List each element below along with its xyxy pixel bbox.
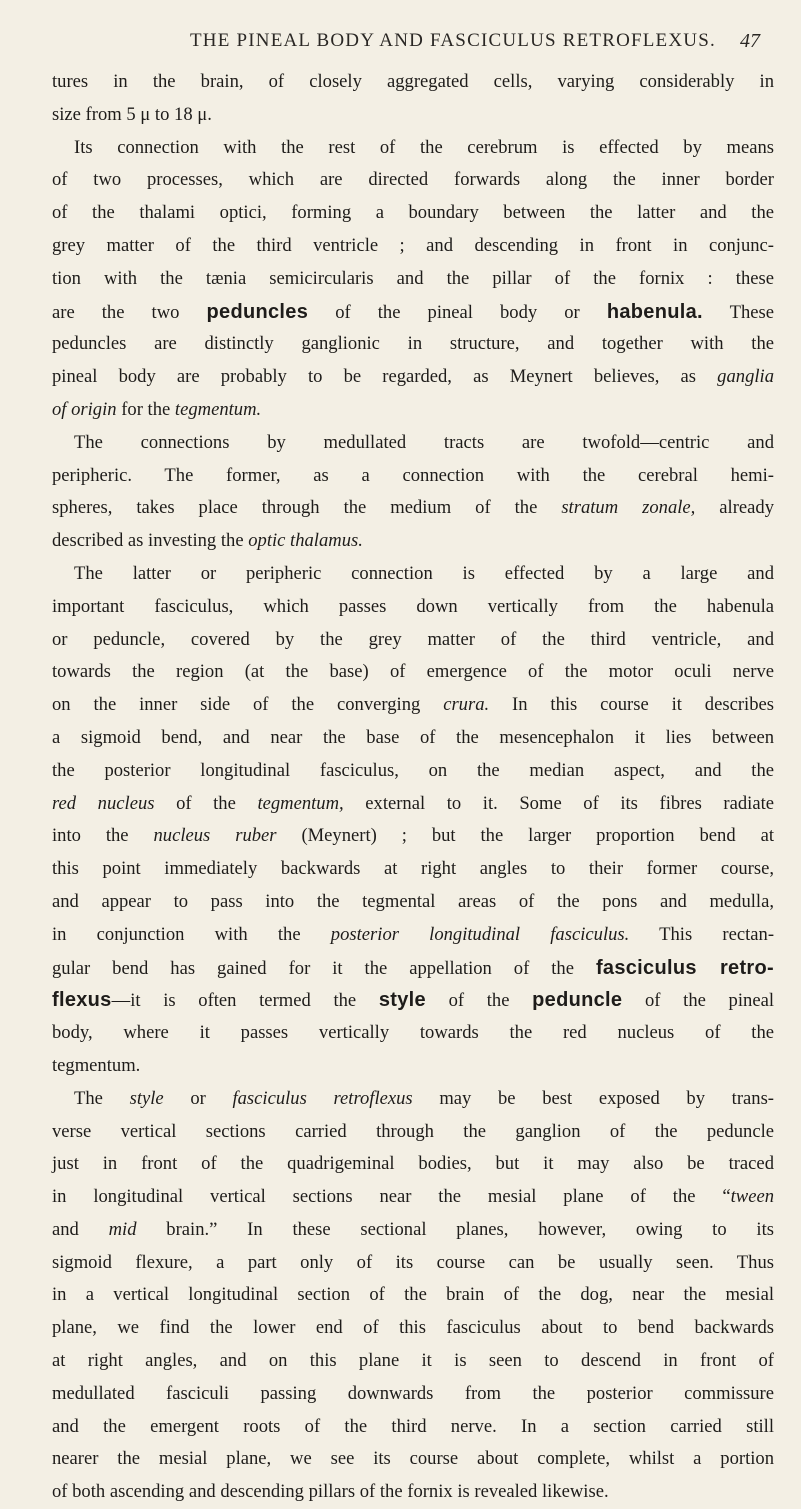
text-run: in conjunction with the bbox=[52, 923, 331, 945]
text-run: The bbox=[74, 1087, 130, 1109]
text-run: for the bbox=[116, 398, 175, 420]
italic-term: crura. bbox=[443, 694, 490, 716]
text-run: medullated fasciculi passing downwards from the posterior commissure bbox=[52, 1382, 774, 1404]
text-run: external to it. Some of its fibres radiate bbox=[343, 792, 774, 814]
italic-term: tegmentum, bbox=[257, 792, 344, 814]
text-run: plane, we find the lower end of this fasciculus about to bend backwards bbox=[52, 1317, 774, 1339]
text-line bbox=[52, 952, 774, 985]
text-line bbox=[52, 591, 774, 624]
text-line bbox=[52, 492, 774, 525]
text-run: —it is often termed the bbox=[111, 990, 379, 1012]
text-run: This rectan- bbox=[629, 923, 775, 945]
text-line bbox=[52, 722, 774, 755]
text-line bbox=[52, 820, 774, 853]
text-run: and the emergent roots of the third nerve. In a section carried still bbox=[52, 1415, 774, 1437]
text-run: of the pineal body or bbox=[308, 301, 607, 323]
text-run: on the inner side of the converging bbox=[52, 694, 444, 716]
text-run: peripheric. The former, as a connection with the cerebral hemi- bbox=[52, 464, 774, 486]
body-text bbox=[52, 66, 774, 1509]
bold-term: habenula. bbox=[606, 300, 703, 323]
text-run: of both ascending and descending pillars of the fornix is revealed likewise. bbox=[52, 1481, 609, 1503]
text-line bbox=[52, 1378, 774, 1411]
text-run: or bbox=[163, 1087, 233, 1109]
text-run: tures in the brain, of closely aggregated cells, varying considerably in bbox=[52, 71, 774, 92]
text-line bbox=[52, 394, 774, 427]
text-run: gular bend has gained for it the appellation of the bbox=[52, 957, 596, 979]
text-line bbox=[52, 99, 774, 132]
text-line bbox=[52, 984, 774, 1017]
text-run: or peduncle, covered by the grey matter of the third ventricle, and bbox=[52, 628, 774, 650]
text-line bbox=[52, 656, 774, 689]
text-run: spheres, takes place through the medium of the bbox=[52, 497, 562, 519]
text-run: tegmentum. bbox=[52, 1054, 141, 1076]
italic-term: red nucleus bbox=[52, 792, 155, 814]
text-run: of the thalami optici, forming a boundary between the latter and the bbox=[52, 202, 774, 224]
text-line bbox=[52, 1411, 774, 1444]
text-line bbox=[52, 164, 774, 197]
text-line bbox=[52, 1181, 774, 1214]
text-run: towards the region (at the base) of emergence of the motor oculi nerve bbox=[52, 661, 774, 683]
text-run: this point immediately backwards at right angles to their former course, bbox=[52, 858, 774, 880]
text-run: grey matter of the third ventricle ; and descending in front in conjunc- bbox=[52, 234, 774, 256]
italic-term: of origin bbox=[52, 398, 117, 420]
text-line bbox=[52, 525, 774, 558]
text-run: at right angles, and on this plane it is seen to descend in front of bbox=[52, 1350, 774, 1372]
text-line bbox=[52, 1083, 774, 1116]
text-line bbox=[52, 132, 774, 165]
text-run: a sigmoid bend, and near the base of the mesencephalon it lies between bbox=[52, 726, 774, 748]
text-run: are the two bbox=[52, 301, 207, 323]
text-line bbox=[52, 1148, 774, 1181]
text-run: already bbox=[695, 497, 774, 519]
text-line bbox=[52, 1279, 774, 1312]
text-line bbox=[52, 460, 774, 493]
text-run: of the bbox=[154, 792, 258, 814]
italic-term: optic thalamus. bbox=[248, 530, 363, 552]
text-run: nearer the mesial plane, we see its course about complete, whilst a portion bbox=[52, 1448, 774, 1470]
italic-term: tween bbox=[730, 1186, 774, 1208]
text-line bbox=[52, 1214, 774, 1247]
text-run: of the bbox=[425, 990, 533, 1012]
text-line bbox=[52, 1476, 774, 1509]
text-line bbox=[52, 558, 774, 591]
italic-term: posterior longitudinal fasciculus. bbox=[330, 923, 630, 945]
text-run: in a vertical longitudinal section of the brain of the dog, near the mesial bbox=[52, 1284, 774, 1306]
bold-term: peduncles bbox=[206, 300, 309, 323]
italic-term: ganglia bbox=[717, 366, 774, 388]
italic-term: tegmentum. bbox=[174, 398, 262, 420]
text-line bbox=[52, 853, 774, 886]
text-line bbox=[52, 296, 774, 329]
text-run: may be best exposed by trans- bbox=[412, 1087, 774, 1109]
text-run: important fasciculus, which passes down vertically from the habenula bbox=[52, 595, 774, 617]
page-header bbox=[0, 30, 801, 70]
text-run: tion with the tænia semicircularis and the pillar of the fornix : these bbox=[52, 267, 774, 289]
text-line bbox=[52, 919, 774, 952]
text-line bbox=[52, 624, 774, 657]
running-head: THE PINEAL BODY AND FASCICULUS RETROFLEXUS. bbox=[190, 30, 716, 51]
text-run: described as investing the bbox=[52, 530, 249, 552]
text-run: body, where it passes vertically towards the red nucleus of the bbox=[52, 1022, 774, 1044]
bold-term: peduncle bbox=[532, 989, 623, 1012]
text-run: and appear to pass into the tegmental areas of the pons and medulla, bbox=[52, 890, 774, 912]
text-line bbox=[52, 886, 774, 919]
italic-term: mid bbox=[108, 1218, 137, 1240]
bold-term: fasciculus retro- bbox=[595, 956, 774, 979]
text-line bbox=[52, 230, 774, 263]
text-line bbox=[52, 1247, 774, 1280]
text-run: brain.” In these sectional planes, however, owing to its bbox=[136, 1218, 774, 1240]
italic-term: stratum zonale, bbox=[561, 497, 696, 519]
page-number: 47 bbox=[740, 30, 760, 52]
bold-term: style bbox=[378, 989, 426, 1012]
text-line bbox=[52, 1017, 774, 1050]
italic-term: nucleus ruber bbox=[153, 825, 277, 847]
text-run: These bbox=[702, 301, 774, 323]
text-line bbox=[52, 1345, 774, 1378]
text-run: (Meynert) ; but the larger proportion bend at bbox=[276, 825, 774, 847]
text-run: The latter or peripheric connection is effected by a large and bbox=[74, 562, 774, 584]
text-line bbox=[52, 1050, 774, 1083]
text-run: size from 5 μ to 18 μ. bbox=[52, 103, 212, 125]
text-run: of the pineal bbox=[622, 990, 774, 1012]
text-line bbox=[52, 689, 774, 722]
text-run: of two processes, which are directed forwards along the inner border bbox=[52, 169, 774, 191]
text-line bbox=[52, 427, 774, 460]
text-run: Its connection with the rest of the cerebrum is effected by means bbox=[74, 136, 774, 158]
text-run: just in front of the quadrigeminal bodies, but it may also be traced bbox=[52, 1153, 774, 1175]
text-run: peduncles are distinctly ganglionic in structure, and together with the bbox=[52, 333, 774, 355]
text-run: verse vertical sections carried through the ganglion of the peduncle bbox=[52, 1120, 774, 1142]
text-line bbox=[52, 788, 774, 821]
text-run: and bbox=[52, 1218, 109, 1240]
text-run: In this course it describes bbox=[489, 694, 774, 716]
text-line bbox=[52, 263, 774, 296]
text-line bbox=[52, 197, 774, 230]
text-line bbox=[52, 1312, 774, 1345]
text-run: the posterior longitudinal fasciculus, on the median aspect, and the bbox=[52, 759, 774, 781]
text-run: The connections by medullated tracts are twofold—centric and bbox=[74, 431, 774, 453]
italic-term: fasciculus retroflexus bbox=[232, 1087, 413, 1109]
text-line bbox=[52, 361, 774, 394]
text-line bbox=[52, 1443, 774, 1476]
text-line bbox=[52, 66, 774, 99]
text-line bbox=[52, 328, 774, 361]
text-line bbox=[52, 755, 774, 788]
bold-term: flexus bbox=[52, 989, 112, 1012]
text-line bbox=[52, 1116, 774, 1149]
text-run: in longitudinal vertical sections near the mesial plane of the “ bbox=[52, 1186, 731, 1208]
text-run: into the bbox=[52, 825, 154, 847]
text-run: sigmoid flexure, a part only of its course can be usually seen. Thus bbox=[52, 1251, 774, 1273]
text-run: pineal body are probably to be regarded, as Meynert believes, as bbox=[52, 366, 718, 388]
italic-term: style bbox=[129, 1087, 164, 1109]
